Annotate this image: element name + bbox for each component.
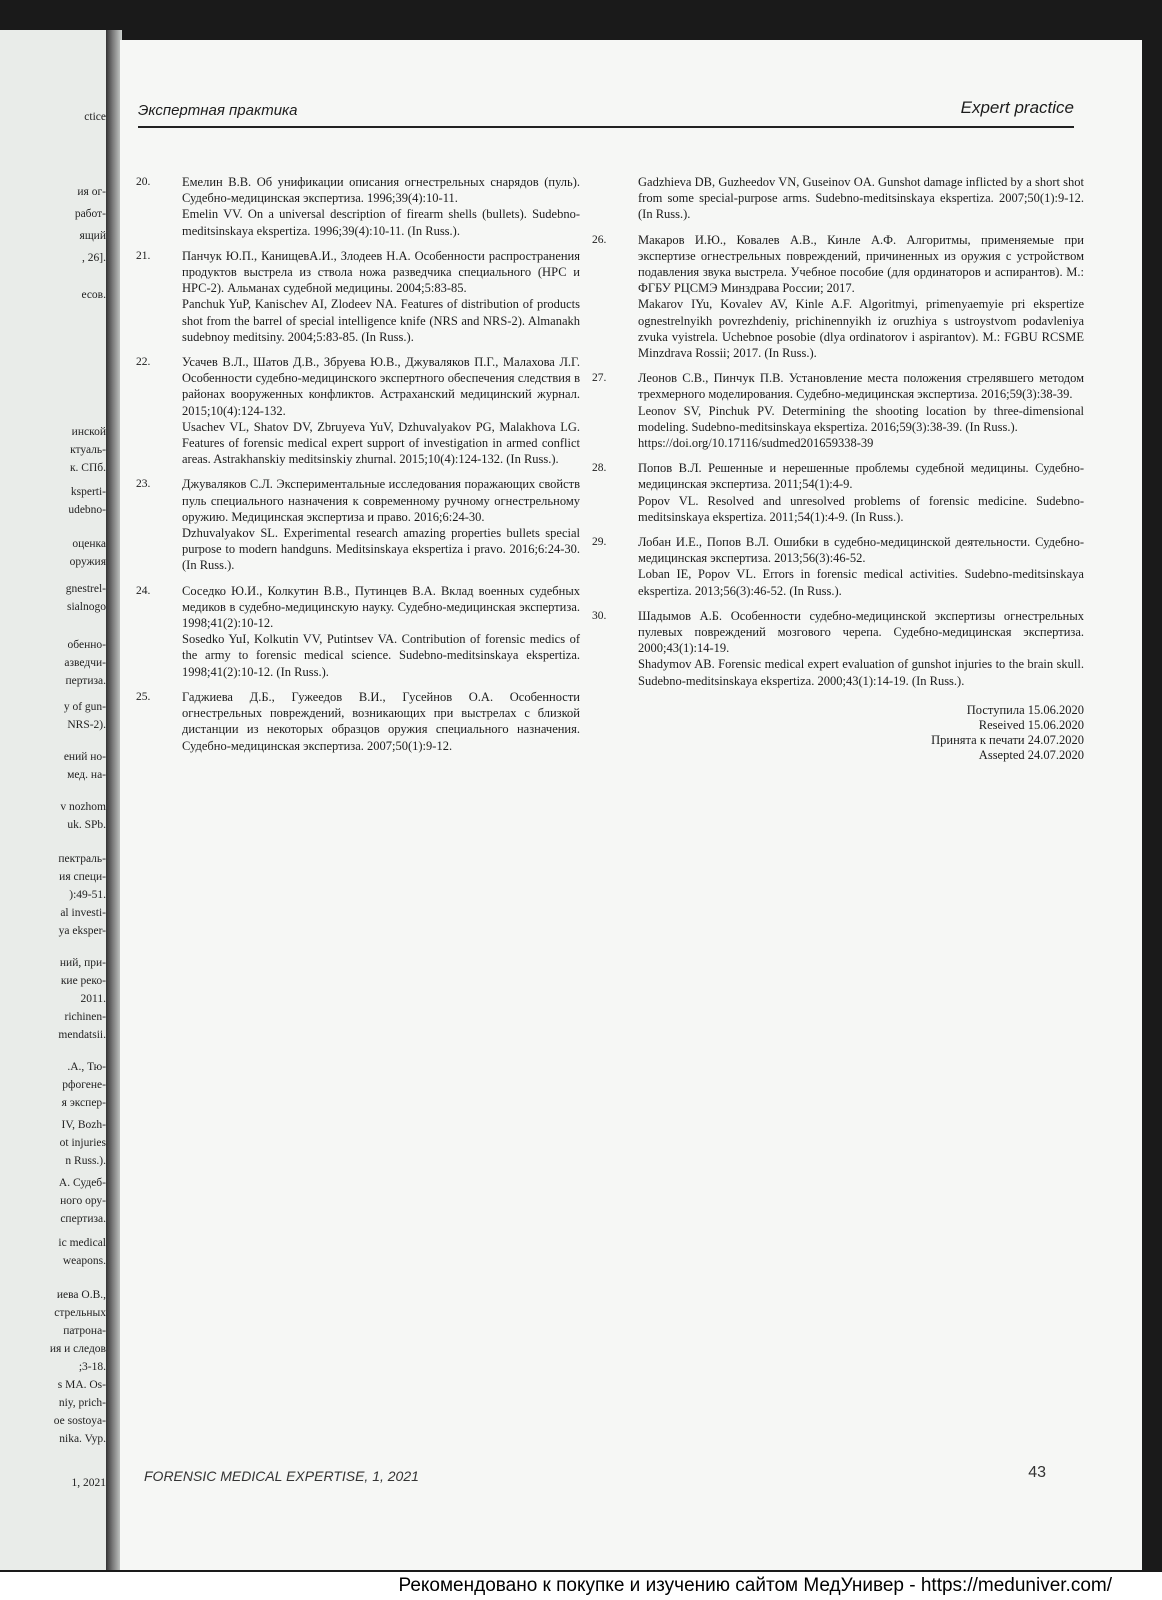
reference-body bbox=[638, 534, 1084, 599]
reference-line: Гаджиева Д.Б., Гужеедов В.И., Гусейнов О.А. Особенности огнестрельных повреждений, возникающих при выстрелах с близкой дистанции из некоторых образцов оружия специального назначения. Судебно-медицинская экспертиза. 2007;50(1):9-12. bbox=[182, 689, 580, 753]
facing-page-text-fragment: иева О.В., bbox=[56, 1289, 106, 1301]
reference-body bbox=[182, 174, 580, 239]
facing-page-text-fragment: NRS-2). bbox=[67, 719, 106, 731]
facing-page-text-fragment: richinen- bbox=[64, 1011, 106, 1023]
facing-page-text-fragment: ия и следов bbox=[49, 1343, 106, 1355]
reference-line: Емелин В.В. Об унификации описания огнестрельных снарядов (пуль). Судебно-медицинская экспертиза. 1996;39(4):10-11. bbox=[182, 175, 580, 206]
watermark-banner bbox=[0, 1572, 1162, 1600]
reference-number: 30. bbox=[592, 609, 607, 622]
facing-page-text-fragment: ия специ- bbox=[59, 871, 106, 883]
reference-line: Panchuk YuP, Kanischev AI, Zlodeev NA. Features of distribution of products shot from the barrel of special intelligence knife (NRS and NRS-2). Almanakh sudebnoy meditsiny. 2004;5:83-85. (In Russ.). bbox=[182, 297, 580, 344]
reference-number: 23. bbox=[136, 478, 151, 491]
reference-body bbox=[638, 370, 1084, 451]
reference-line: Соседко Ю.И., Колкутин В.В., Путинцев В.А. Вклад военных судебных медиков в судебно-медицинскую науку. Судебно-медицинская экспертиза. 1998;41(2):10-12. bbox=[182, 583, 580, 631]
reference-body bbox=[182, 248, 580, 345]
page-sheet bbox=[120, 40, 1142, 1570]
reference-line: https://doi.org/10.17116/sudmed201659338-39 bbox=[638, 436, 874, 451]
date-line: Reseived 15.06.2020 bbox=[978, 717, 1084, 732]
facing-page-text-fragment: ksperti- bbox=[70, 486, 106, 498]
facing-page-text-fragment: ctice bbox=[84, 111, 106, 123]
facing-page-text-fragment: мед. на- bbox=[67, 769, 106, 781]
reference-item bbox=[136, 583, 580, 680]
facing-page-text-fragment: y of gun- bbox=[63, 701, 106, 713]
reference-number: 22. bbox=[136, 356, 151, 369]
reference-25-continuation bbox=[638, 174, 1084, 223]
facing-page-text-fragment: gnestrel- bbox=[65, 583, 106, 595]
facing-page-edge bbox=[0, 30, 112, 1570]
facing-page-text-fragment: стрельных bbox=[54, 1307, 106, 1319]
reference-body bbox=[182, 583, 580, 680]
journal-footer: FORENSIC MEDICAL EXPERTISE, 1, 2021 bbox=[144, 1468, 419, 1484]
reference-number: 20. bbox=[136, 176, 151, 188]
reference-line: Gadzhieva DB, Guzheedov VN, Guseinov OA. Gunshot damage inflicted by a short shot from some special-purpose arms. Sudebno-meditsinskaya ekspertiza. 2007;50(1):9-12. (In Russ.). bbox=[638, 175, 1084, 222]
facing-page-text-fragment: weapons. bbox=[62, 1255, 106, 1267]
watermark-text: Рекомендовано к покупке и изучению сайтом МедУнивер - https://meduniver.com/ bbox=[398, 1575, 1112, 1596]
facing-page-text-fragment: uk. SPb. bbox=[67, 819, 106, 831]
section-title-ru: Экспертная практика bbox=[138, 102, 298, 119]
reference-number: 21. bbox=[136, 249, 151, 262]
reference-line: Шадымов А.Б. Особенности судебно-медицинской экспертизы огнестрельных пулевых повреждений мозгового черепа. Судебно-медицинская экспертиза. 2000;43(1):14-19. bbox=[638, 608, 1084, 656]
facing-page-text-fragment: рфогене- bbox=[62, 1079, 106, 1091]
reference-item bbox=[136, 476, 580, 573]
facing-page-text-fragment: n Russ.). bbox=[65, 1155, 106, 1167]
reference-line: Попов В.Л. Решенные и нерешенные проблемы судебной медицины. Судебно-медицинская экспертиза. 2011;54(1):4-9. bbox=[638, 461, 1084, 492]
reference-line: Лобан И.Е., Попов В.Л. Ошибки в судебно-медицинской деятельности. Судебно-медицинская экспертиза. 2013;56(3):46-52. bbox=[638, 535, 1084, 566]
reference-body bbox=[182, 476, 580, 573]
reference-item bbox=[592, 460, 1084, 525]
reference-item bbox=[136, 354, 580, 467]
facing-page-text-fragment: sialnogo bbox=[67, 601, 106, 613]
reference-body bbox=[638, 608, 1084, 689]
reference-body bbox=[182, 354, 580, 467]
reference-body bbox=[638, 232, 1084, 362]
facing-page-text-fragment: пектраль- bbox=[58, 853, 106, 865]
facing-page-text-fragment: работ- bbox=[74, 208, 106, 220]
reference-number: 28. bbox=[592, 462, 607, 475]
facing-page-text-fragment: ия ог- bbox=[77, 186, 106, 198]
reference-item bbox=[136, 174, 580, 239]
facing-page-text-fragment: udebno- bbox=[68, 504, 106, 516]
facing-page-text-fragment: ений но- bbox=[63, 751, 106, 763]
reference-item bbox=[592, 370, 1084, 451]
reference-body bbox=[638, 460, 1084, 525]
reference-line: Усачев В.Л., Шатов Д.В., Збруева Ю.В., Джуваляков П.Г., Малахова Л.Г. Особенности судебно-медицинского экспертного обеспечения следствия в районах вооруженных конфликтов. Астраханский медицинский журнал. 2015;10(4):124-132. bbox=[182, 355, 580, 418]
facing-page-text-fragment: кие реко- bbox=[60, 975, 106, 987]
reference-line: Леонов С.В., Пинчук П.В. Установление места положения стрелявшего методом трехмерного моделирования. Судебно-медицинская экспертиза. 2016;59(3):38-39. bbox=[638, 371, 1084, 402]
facing-page-text-fragment: al investi- bbox=[60, 907, 106, 919]
facing-page-text-fragment: niy, prich- bbox=[58, 1397, 106, 1409]
date-line: Поступила 15.06.2020 bbox=[966, 702, 1084, 717]
facing-page-text-fragment: ;3-18. bbox=[78, 1361, 106, 1373]
facing-page-text-fragment: nika. Vyp. bbox=[59, 1433, 106, 1445]
date-line: Принята к печати 24.07.2020 bbox=[931, 732, 1084, 747]
reference-item bbox=[136, 689, 580, 754]
facing-page-text-fragment: , 26]. bbox=[82, 252, 106, 264]
facing-page-text-fragment: v nozhom bbox=[60, 801, 106, 813]
reference-line: Emelin VV. On a universal description of firearm shells (bullets). Sudebno-meditsinskaya ekspertiza. 1996;39(4):10-11. (In Russ.). bbox=[182, 207, 580, 238]
facing-page-text-fragment: спертиза. bbox=[60, 1213, 106, 1225]
date-line: Assepted 24.07.2020 bbox=[978, 747, 1084, 762]
facing-page-text-fragment: инской bbox=[71, 426, 106, 438]
facing-page-text-fragment: обенно- bbox=[67, 639, 106, 651]
facing-page-text-fragment: ктуаль- bbox=[70, 444, 106, 456]
facing-page-text-fragment: mendatsii. bbox=[58, 1029, 106, 1041]
facing-page-text-fragment: оружия bbox=[69, 556, 106, 568]
facing-page-text-fragment: пертиза. bbox=[65, 675, 106, 687]
reference-line: Makarov IYu, Kovalev AV, Kinle A.F. Algoritmyi, primenyaemyie pri ekspertize ognestrelnyikh povrezhdeniy, prichinennyikh iz oruzhiya s ustroystvom podavleniya zvuka vyistrela. Uchebnoe posobie (dlya ordinatorov i aspirantov). M.: FGBU RCSME Minzdrava Rossii; 2017. (In Russ.). bbox=[638, 297, 1084, 361]
reference-line: Dzhuvalyakov SL. Experimental research amazing properties bullets special purpose to modern handguns. Meditsinskaya ekspertiza i pravo. 2016;6:24-30. (In Russ.). bbox=[182, 526, 580, 573]
facing-page-text-fragment: .А., Тю- bbox=[67, 1061, 106, 1073]
reference-line: Sosedko YuI, Kolkutin VV, Putintsev VA. Contribution of forensic medics of the army to forensic medical science. Sudebno-meditsinskaya ekspertiza. 1998;41(2):10-12. (In Russ.). bbox=[182, 632, 580, 679]
reference-number: 27. bbox=[592, 372, 607, 385]
reference-number: 25. bbox=[136, 690, 151, 703]
reference-line: Панчук Ю.П., КанищевА.И., Злодеев Н.А. Особенности распространения продуктов выстрела из ствола ножа разведчика специального (НРС и НРС-2). Альманах судебной медицины. 2004;5:83-85. bbox=[182, 248, 580, 296]
reference-number: 24. bbox=[136, 584, 151, 597]
reference-line: Leonov SV, Pinchuk PV. Determining the shooting location by three-dimensional modeling. Sudebno-meditsinskaya ekspertiza. 2016;59(3):38-39. (In Russ.). bbox=[638, 403, 1084, 434]
reference-item bbox=[592, 534, 1084, 599]
facing-page-text-fragment: азведчи- bbox=[64, 657, 106, 669]
reference-line: Макаров И.Ю., Ковалев А.В., Кинле А.Ф. Алгоритмы, применяемые при экспертизе огнестрельных повреждений, причиненных из оружия с устройством подавления звука выстрела. Учебное пособие (для ординаторов и аспирантов). М.: ФГБУ РЦСМЭ Минздрава России; 2017. bbox=[638, 232, 1084, 296]
facing-page-text-fragment: есов. bbox=[81, 289, 106, 301]
reference-item bbox=[592, 232, 1084, 362]
reference-number: 29. bbox=[592, 536, 607, 549]
submission-dates bbox=[592, 703, 1084, 763]
facing-page-text-fragment: патрона- bbox=[63, 1325, 106, 1337]
reference-line: Loban IE, Popov VL. Errors in forensic medical activities. Sudebno-meditsinskaya ekspertiza. 2013;56(3):46-52. (In Russ.). bbox=[638, 567, 1084, 598]
reference-line: Usachev VL, Shatov DV, Zbruyeva YuV, Dzhuvalyakov PG, Malakhova LG. Features of forensic medical expert support of investigation in armed conflict areas. Astrakhanskiy meditsinskiy zhurnal. 2015;10(4):124-132. (In Russ.). bbox=[182, 419, 580, 467]
facing-page-text-fragment: 2011. bbox=[80, 993, 106, 1005]
facing-page-text-fragment: к. СПб. bbox=[69, 462, 106, 474]
reference-line: Shadymov AB. Forensic medical expert evaluation of gunshot injuries to the brain skull. Sudebno-meditsinskaya ekspertiza. 2000;43(1):14-19. (In Russ.). bbox=[638, 657, 1084, 688]
facing-page-text-fragment: IV, Bozh- bbox=[61, 1119, 106, 1131]
reference-item bbox=[592, 608, 1084, 689]
facing-page-text-fragment: оценка bbox=[72, 538, 106, 550]
facing-page-text-fragment: ya eksper- bbox=[58, 925, 106, 937]
running-header bbox=[138, 98, 1074, 128]
facing-page-text-fragment: я экспер- bbox=[61, 1097, 106, 1109]
facing-page-text-fragment: ящий bbox=[79, 230, 106, 242]
references-list-right bbox=[592, 232, 1084, 689]
references-column-right bbox=[592, 174, 1084, 763]
facing-page-text-fragment: s MA. Os- bbox=[57, 1379, 106, 1391]
reference-line: Джуваляков С.Л. Экспериментальные исследования поражающих свойств пуль специального назначения к современному ручному огнестрельному оружию. Медицинская экспертиза и право. 2016;6:24-30. bbox=[182, 477, 580, 524]
reference-number: 26. bbox=[592, 233, 607, 246]
facing-page-text-fragment: ):49-51. bbox=[69, 889, 106, 901]
facing-page-text-fragment: ic medical bbox=[58, 1237, 106, 1249]
page-number: 43 bbox=[1028, 1464, 1046, 1481]
references-column-left bbox=[136, 174, 580, 763]
facing-page-text-fragment: ое sostoya- bbox=[53, 1415, 106, 1427]
reference-line: Popov VL. Resolved and unresolved problems of forensic medicine. Sudebno-meditsinskaya ekspertiza. 2011;54(1):4-9. (In Russ.). bbox=[638, 493, 1084, 524]
facing-page-text-fragment: ний, при- bbox=[59, 957, 106, 969]
reference-item bbox=[136, 248, 580, 345]
reference-body bbox=[182, 689, 580, 754]
facing-page-text-fragment: 1, 2021 bbox=[71, 1477, 106, 1489]
section-title-en: Expert practice bbox=[960, 98, 1074, 117]
facing-page-text-fragment: ot injuries bbox=[59, 1137, 106, 1149]
facing-page-text-fragment: ного ору- bbox=[60, 1195, 106, 1207]
facing-page-text-fragment: А. Судеб- bbox=[58, 1177, 106, 1189]
